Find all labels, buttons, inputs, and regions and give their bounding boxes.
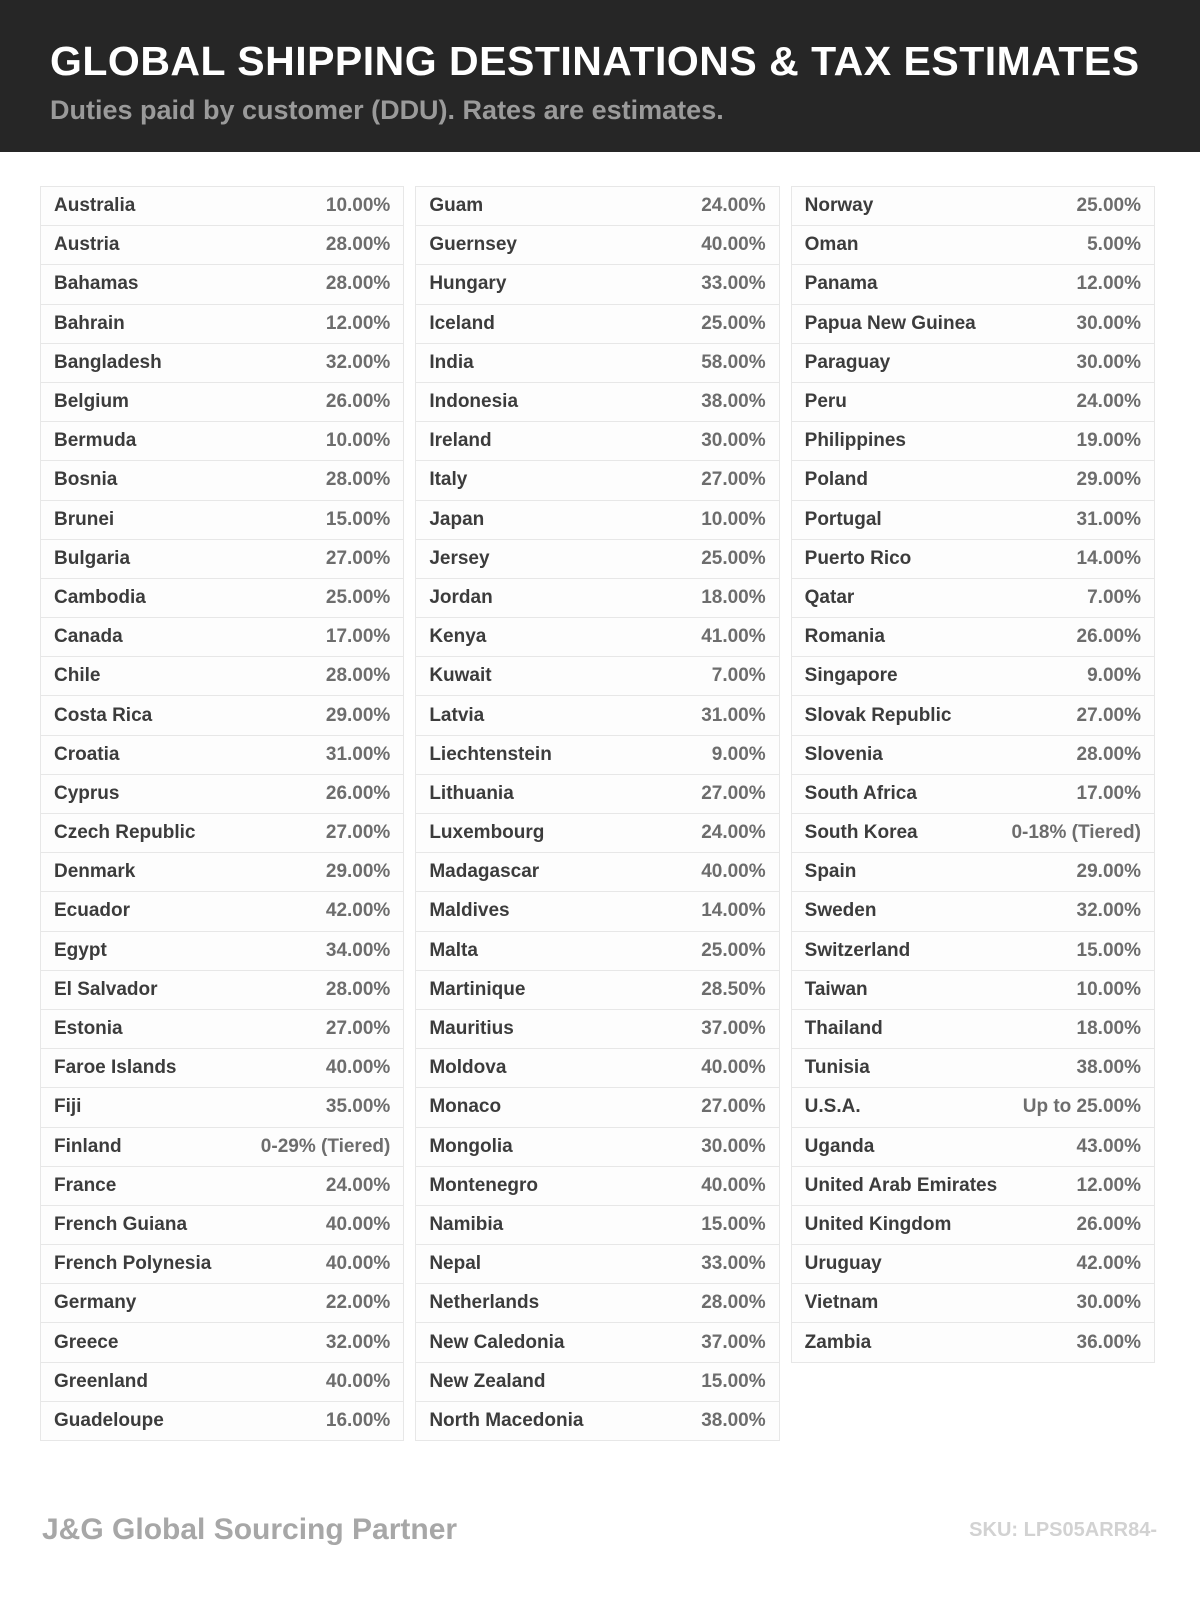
tax-rate: 25.00% (701, 312, 766, 334)
country-name: Namibia (429, 1213, 504, 1235)
table-row (416, 383, 778, 422)
country-name: Montenegro (429, 1174, 539, 1196)
tax-rate: 37.00% (701, 1018, 766, 1040)
table-row (792, 696, 1154, 735)
table-row (41, 1010, 403, 1049)
country-name: Portugal (804, 508, 882, 530)
tax-rate: 31.00% (1076, 508, 1141, 530)
tax-rate: 31.00% (325, 743, 391, 765)
tax-rate: 38.00% (701, 1409, 766, 1431)
table-row (416, 501, 778, 540)
country-name: Slovenia (804, 743, 883, 765)
country-name: Papua New Guinea (804, 312, 976, 334)
tax-rate: 38.00% (1076, 1057, 1141, 1079)
brand-name: J&G Global Sourcing Partner (42, 1513, 458, 1546)
table-row (416, 1402, 778, 1440)
country-name: Kenya (429, 626, 487, 648)
tax-rate: 24.00% (701, 195, 766, 217)
tax-rate: 27.00% (701, 469, 766, 491)
table-row (792, 579, 1154, 618)
tax-rate: 25.00% (701, 547, 766, 569)
tax-rate: 27.00% (1076, 704, 1141, 726)
country-name: Qatar (804, 586, 855, 608)
table-row (792, 1284, 1154, 1323)
tax-rate: 38.00% (701, 391, 766, 413)
table-row (41, 932, 403, 971)
table-row (41, 1284, 403, 1323)
table-row (792, 461, 1154, 500)
table-row (416, 540, 778, 579)
table-row (41, 1323, 403, 1362)
country-name: Thailand (804, 1018, 883, 1040)
country-name: Italy (429, 469, 468, 491)
country-name: Moldova (429, 1057, 507, 1079)
country-name: Guernsey (429, 234, 517, 256)
tax-rate: 17.00% (1076, 782, 1141, 804)
country-name: France (54, 1174, 117, 1196)
tax-rate: 40.00% (325, 1213, 391, 1235)
tax-rate: 7.00% (711, 665, 766, 687)
tax-rate: 32.00% (325, 351, 391, 373)
tax-rate: 58.00% (701, 351, 766, 373)
country-name: India (429, 351, 474, 373)
table-row (416, 579, 778, 618)
country-name: Belgium (54, 391, 129, 413)
tax-rate: 15.00% (325, 508, 391, 530)
tax-rate: 30.00% (1076, 1292, 1141, 1314)
tax-rate: 22.00% (325, 1292, 391, 1314)
country-name: Sweden (804, 900, 877, 922)
country-name: Poland (804, 469, 868, 491)
country-name: Spain (804, 861, 857, 883)
country-name: Bahamas (54, 273, 139, 295)
table-row (416, 775, 778, 814)
country-name: Brunei (54, 508, 115, 530)
table-row (41, 853, 403, 892)
tax-rate: 19.00% (1076, 430, 1141, 452)
table-row (41, 696, 403, 735)
table-row (41, 1128, 403, 1167)
tax-rate: 41.00% (701, 626, 766, 648)
table-row (416, 892, 778, 931)
tax-rate: 29.00% (325, 861, 391, 883)
table-row (792, 932, 1154, 971)
tax-rate: 26.00% (325, 782, 391, 804)
table-row (792, 775, 1154, 814)
country-name: Greece (54, 1331, 119, 1353)
tax-rate: 34.00% (325, 939, 391, 961)
table-row (416, 736, 778, 775)
country-name: Bermuda (54, 430, 137, 452)
country-name: Czech Republic (54, 822, 196, 844)
table-row (416, 1323, 778, 1362)
country-name: Jersey (429, 547, 490, 569)
table-row (792, 226, 1154, 265)
table-row (41, 501, 403, 540)
rates-column-1 (40, 186, 404, 1441)
table-row (792, 501, 1154, 540)
tax-rate: 28.00% (701, 1292, 766, 1314)
country-name: Greenland (54, 1370, 148, 1392)
country-name: Bulgaria (54, 547, 131, 569)
table-row (416, 814, 778, 853)
table-row (792, 1323, 1154, 1361)
table-row (792, 1206, 1154, 1245)
table-row (792, 1167, 1154, 1206)
table-row (41, 226, 403, 265)
table-row (416, 1206, 778, 1245)
country-name: French Guiana (54, 1213, 188, 1235)
country-name: Jordan (429, 586, 493, 608)
tax-rate: 27.00% (325, 547, 391, 569)
tax-rate: 28.00% (325, 978, 391, 1000)
country-name: Ireland (429, 430, 492, 452)
tax-rate: 40.00% (325, 1057, 391, 1079)
table-row (416, 932, 778, 971)
table-row (792, 540, 1154, 579)
table-row (792, 853, 1154, 892)
country-name: North Macedonia (429, 1409, 584, 1431)
country-name: Norway (804, 195, 874, 217)
tax-rate: 26.00% (1076, 626, 1141, 648)
country-name: French Polynesia (54, 1253, 212, 1275)
country-name: Lithuania (429, 782, 514, 804)
table-row (416, 1284, 778, 1323)
country-name: Cambodia (54, 586, 146, 608)
table-row (792, 265, 1154, 304)
country-name: United Kingdom (804, 1213, 952, 1235)
country-name: Austria (54, 234, 120, 256)
tax-rate: 27.00% (701, 1096, 766, 1118)
country-name: Malta (429, 939, 478, 961)
tax-rate: 36.00% (1076, 1331, 1141, 1353)
tax-rate: 28.00% (325, 234, 391, 256)
table-row (41, 1363, 403, 1402)
country-name: Kuwait (429, 665, 492, 687)
tax-rate: 42.00% (1076, 1253, 1141, 1275)
country-name: Ecuador (54, 900, 131, 922)
tax-rate: 30.00% (1076, 351, 1141, 373)
country-name: Singapore (804, 665, 898, 687)
country-name: Chile (54, 665, 101, 687)
tax-rate: 26.00% (1076, 1213, 1141, 1235)
country-name: Paraguay (804, 351, 891, 373)
tax-rate: 12.00% (1076, 1174, 1141, 1196)
country-name: Egypt (54, 939, 107, 961)
tax-rate: 29.00% (325, 704, 391, 726)
tax-rate: 0-18% (Tiered) (1011, 822, 1141, 844)
tax-rate: 12.00% (1076, 273, 1141, 295)
table-row (792, 736, 1154, 775)
table-row (416, 1167, 778, 1206)
table-row (41, 1206, 403, 1245)
country-name: Nepal (429, 1253, 482, 1275)
country-name: New Caledonia (429, 1331, 565, 1353)
country-name: Panama (804, 273, 878, 295)
tax-rate: 33.00% (701, 1253, 766, 1275)
rates-table (40, 186, 1155, 1441)
table-row (41, 461, 403, 500)
country-name: Philippines (804, 430, 907, 452)
table-row (41, 383, 403, 422)
country-name: Canada (54, 626, 123, 648)
tax-rate: 28.50% (701, 978, 766, 1000)
country-name: Tunisia (804, 1057, 870, 1079)
country-name: Madagascar (429, 861, 540, 883)
country-name: Bangladesh (54, 351, 162, 373)
table-row (792, 422, 1154, 461)
country-name: Monaco (429, 1096, 502, 1118)
tax-rate: 17.00% (325, 626, 391, 648)
tax-rate: 10.00% (701, 508, 766, 530)
tax-rate: 37.00% (701, 1331, 766, 1353)
tax-rate: 25.00% (325, 586, 391, 608)
country-name: Liechtenstein (429, 743, 552, 765)
country-name: Slovak Republic (804, 704, 952, 726)
tax-rate: 14.00% (1076, 547, 1141, 569)
table-row (792, 814, 1154, 853)
country-name: Faroe Islands (54, 1057, 177, 1079)
tax-rate: 30.00% (1076, 312, 1141, 334)
table-row (416, 696, 778, 735)
country-name: Switzerland (804, 939, 911, 961)
tax-rate: 10.00% (325, 195, 391, 217)
table-row (416, 971, 778, 1010)
tax-rate: 25.00% (701, 939, 766, 961)
country-name: Hungary (429, 273, 507, 295)
tax-rate: 10.00% (1076, 978, 1141, 1000)
table-row (41, 1402, 403, 1440)
table-row (41, 736, 403, 775)
country-name: Guadeloupe (54, 1409, 164, 1431)
country-name: Denmark (54, 861, 136, 883)
table-row (41, 814, 403, 853)
tax-rate: 9.00% (1087, 665, 1141, 687)
tax-rate: 28.00% (325, 665, 391, 687)
table-row (41, 1245, 403, 1284)
country-name: Japan (429, 508, 485, 530)
tax-rate: 29.00% (1076, 861, 1141, 883)
tax-rate: 5.00% (1087, 234, 1141, 256)
sku-label: SKU: LPS05ARR84- (969, 1518, 1157, 1541)
country-name: U.S.A. (804, 1096, 861, 1118)
table-row (41, 579, 403, 618)
tax-rate: 29.00% (1076, 469, 1141, 491)
tax-rate: 15.00% (701, 1213, 766, 1235)
country-name: Latvia (429, 704, 485, 726)
table-row (41, 187, 403, 226)
page-title: GLOBAL SHIPPING DESTINATIONS & TAX ESTIMATES (50, 38, 1140, 84)
country-name: United Arab Emirates (804, 1174, 998, 1196)
tax-rate: 7.00% (1087, 586, 1141, 608)
tax-rate: 27.00% (701, 782, 766, 804)
tax-rate: 28.00% (325, 469, 391, 491)
tax-rate: 24.00% (325, 1174, 391, 1196)
table-row (416, 618, 778, 657)
tax-rate: 28.00% (1076, 743, 1141, 765)
table-row (416, 853, 778, 892)
country-name: Puerto Rico (804, 547, 912, 569)
country-name: Australia (54, 195, 136, 217)
tax-rate: 43.00% (1076, 1135, 1141, 1157)
country-name: Croatia (54, 743, 120, 765)
country-name: Germany (54, 1292, 137, 1314)
country-name: Luxembourg (429, 822, 545, 844)
header (0, 0, 1200, 152)
table-row (41, 892, 403, 931)
tax-rate: 26.00% (325, 391, 391, 413)
table-row (416, 1128, 778, 1167)
table-row (792, 1049, 1154, 1088)
table-row (41, 305, 403, 344)
country-name: Cyprus (54, 782, 120, 804)
table-row (792, 618, 1154, 657)
tax-rate: 40.00% (325, 1370, 391, 1392)
tax-rate: 25.00% (1076, 195, 1141, 217)
table-row (792, 187, 1154, 226)
tax-rate: 24.00% (701, 822, 766, 844)
table-row (416, 265, 778, 304)
country-name: New Zealand (429, 1370, 546, 1392)
tax-rate: 24.00% (1076, 391, 1141, 413)
table-row (41, 422, 403, 461)
rates-column-2 (415, 186, 779, 1441)
tax-rate: 14.00% (701, 900, 766, 922)
table-row (416, 422, 778, 461)
country-name: Romania (804, 626, 885, 648)
country-name: Bosnia (54, 469, 118, 491)
table-row (41, 344, 403, 383)
tax-rate: 30.00% (701, 1135, 766, 1157)
table-row (416, 1245, 778, 1284)
tax-rate: 27.00% (325, 1018, 391, 1040)
footer (42, 1513, 1157, 1547)
table-row (416, 1088, 778, 1127)
rates-column-3 (791, 186, 1155, 1363)
table-row (416, 226, 778, 265)
table-row (416, 461, 778, 500)
country-name: Estonia (54, 1018, 123, 1040)
table-row (416, 187, 778, 226)
country-name: Oman (804, 234, 859, 256)
table-row (792, 1088, 1154, 1127)
table-row (41, 775, 403, 814)
country-name: Uganda (804, 1135, 875, 1157)
tax-rate: 40.00% (701, 1057, 766, 1079)
tax-rate: 18.00% (1076, 1018, 1141, 1040)
table-row (792, 344, 1154, 383)
country-name: Martinique (429, 978, 526, 1000)
tax-rate: 40.00% (701, 861, 766, 883)
country-name: South Korea (804, 822, 918, 844)
table-row (416, 344, 778, 383)
tax-rate: 12.00% (325, 312, 391, 334)
tax-rate: 10.00% (325, 430, 391, 452)
country-name: Mongolia (429, 1135, 513, 1157)
table-row (41, 1049, 403, 1088)
country-name: Indonesia (429, 391, 519, 413)
table-row (41, 1088, 403, 1127)
tax-rate: 30.00% (701, 430, 766, 452)
table-row (416, 305, 778, 344)
country-name: Taiwan (804, 978, 868, 1000)
table-row (416, 1363, 778, 1402)
country-name: El Salvador (54, 978, 158, 1000)
tax-rate: 33.00% (701, 273, 766, 295)
country-name: Bahrain (54, 312, 125, 334)
table-row (41, 540, 403, 579)
country-name: Mauritius (429, 1018, 514, 1040)
table-row (792, 305, 1154, 344)
tax-rate: 32.00% (325, 1331, 391, 1353)
tax-rate: 9.00% (711, 743, 766, 765)
table-row (792, 1128, 1154, 1167)
country-name: Netherlands (429, 1292, 540, 1314)
table-row (792, 657, 1154, 696)
tax-rate: 40.00% (325, 1253, 391, 1275)
country-name: Zambia (804, 1331, 872, 1353)
tax-rate: 28.00% (325, 273, 391, 295)
table-row (41, 265, 403, 304)
tax-rate: 31.00% (701, 704, 766, 726)
tax-rate: 32.00% (1076, 900, 1141, 922)
page-subtitle: Duties paid by customer (DDU). Rates are estimates. (50, 95, 724, 125)
country-name: Uruguay (804, 1253, 882, 1275)
tax-rate: 15.00% (1076, 939, 1141, 961)
tax-rate: Up to 25.00% (1022, 1096, 1141, 1118)
country-name: Peru (804, 391, 847, 413)
tax-rate: 40.00% (701, 1174, 766, 1196)
table-row (41, 1167, 403, 1206)
table-row (792, 892, 1154, 931)
country-name: Maldives (429, 900, 510, 922)
country-name: Vietnam (804, 1292, 879, 1314)
table-row (792, 1010, 1154, 1049)
tax-rate: 0-29% (Tiered) (260, 1135, 391, 1157)
tax-rate: 40.00% (701, 234, 766, 256)
tax-rate: 18.00% (701, 586, 766, 608)
table-row (41, 971, 403, 1010)
country-name: Fiji (54, 1096, 82, 1118)
country-name: Costa Rica (54, 704, 153, 726)
country-name: Guam (429, 195, 484, 217)
country-name: Iceland (429, 312, 495, 334)
tax-rate: 35.00% (325, 1096, 391, 1118)
table-row (792, 383, 1154, 422)
tax-rate: 16.00% (325, 1409, 391, 1431)
tax-rate: 15.00% (701, 1370, 766, 1392)
table-row (416, 1010, 778, 1049)
country-name: South Africa (804, 782, 917, 804)
tax-rate: 27.00% (325, 822, 391, 844)
table-row (792, 1245, 1154, 1284)
tax-rate: 42.00% (325, 900, 391, 922)
country-name: Finland (54, 1135, 122, 1157)
table-row (416, 1049, 778, 1088)
table-row (416, 657, 778, 696)
table-row (792, 971, 1154, 1010)
table-row (41, 618, 403, 657)
table-row (41, 657, 403, 696)
